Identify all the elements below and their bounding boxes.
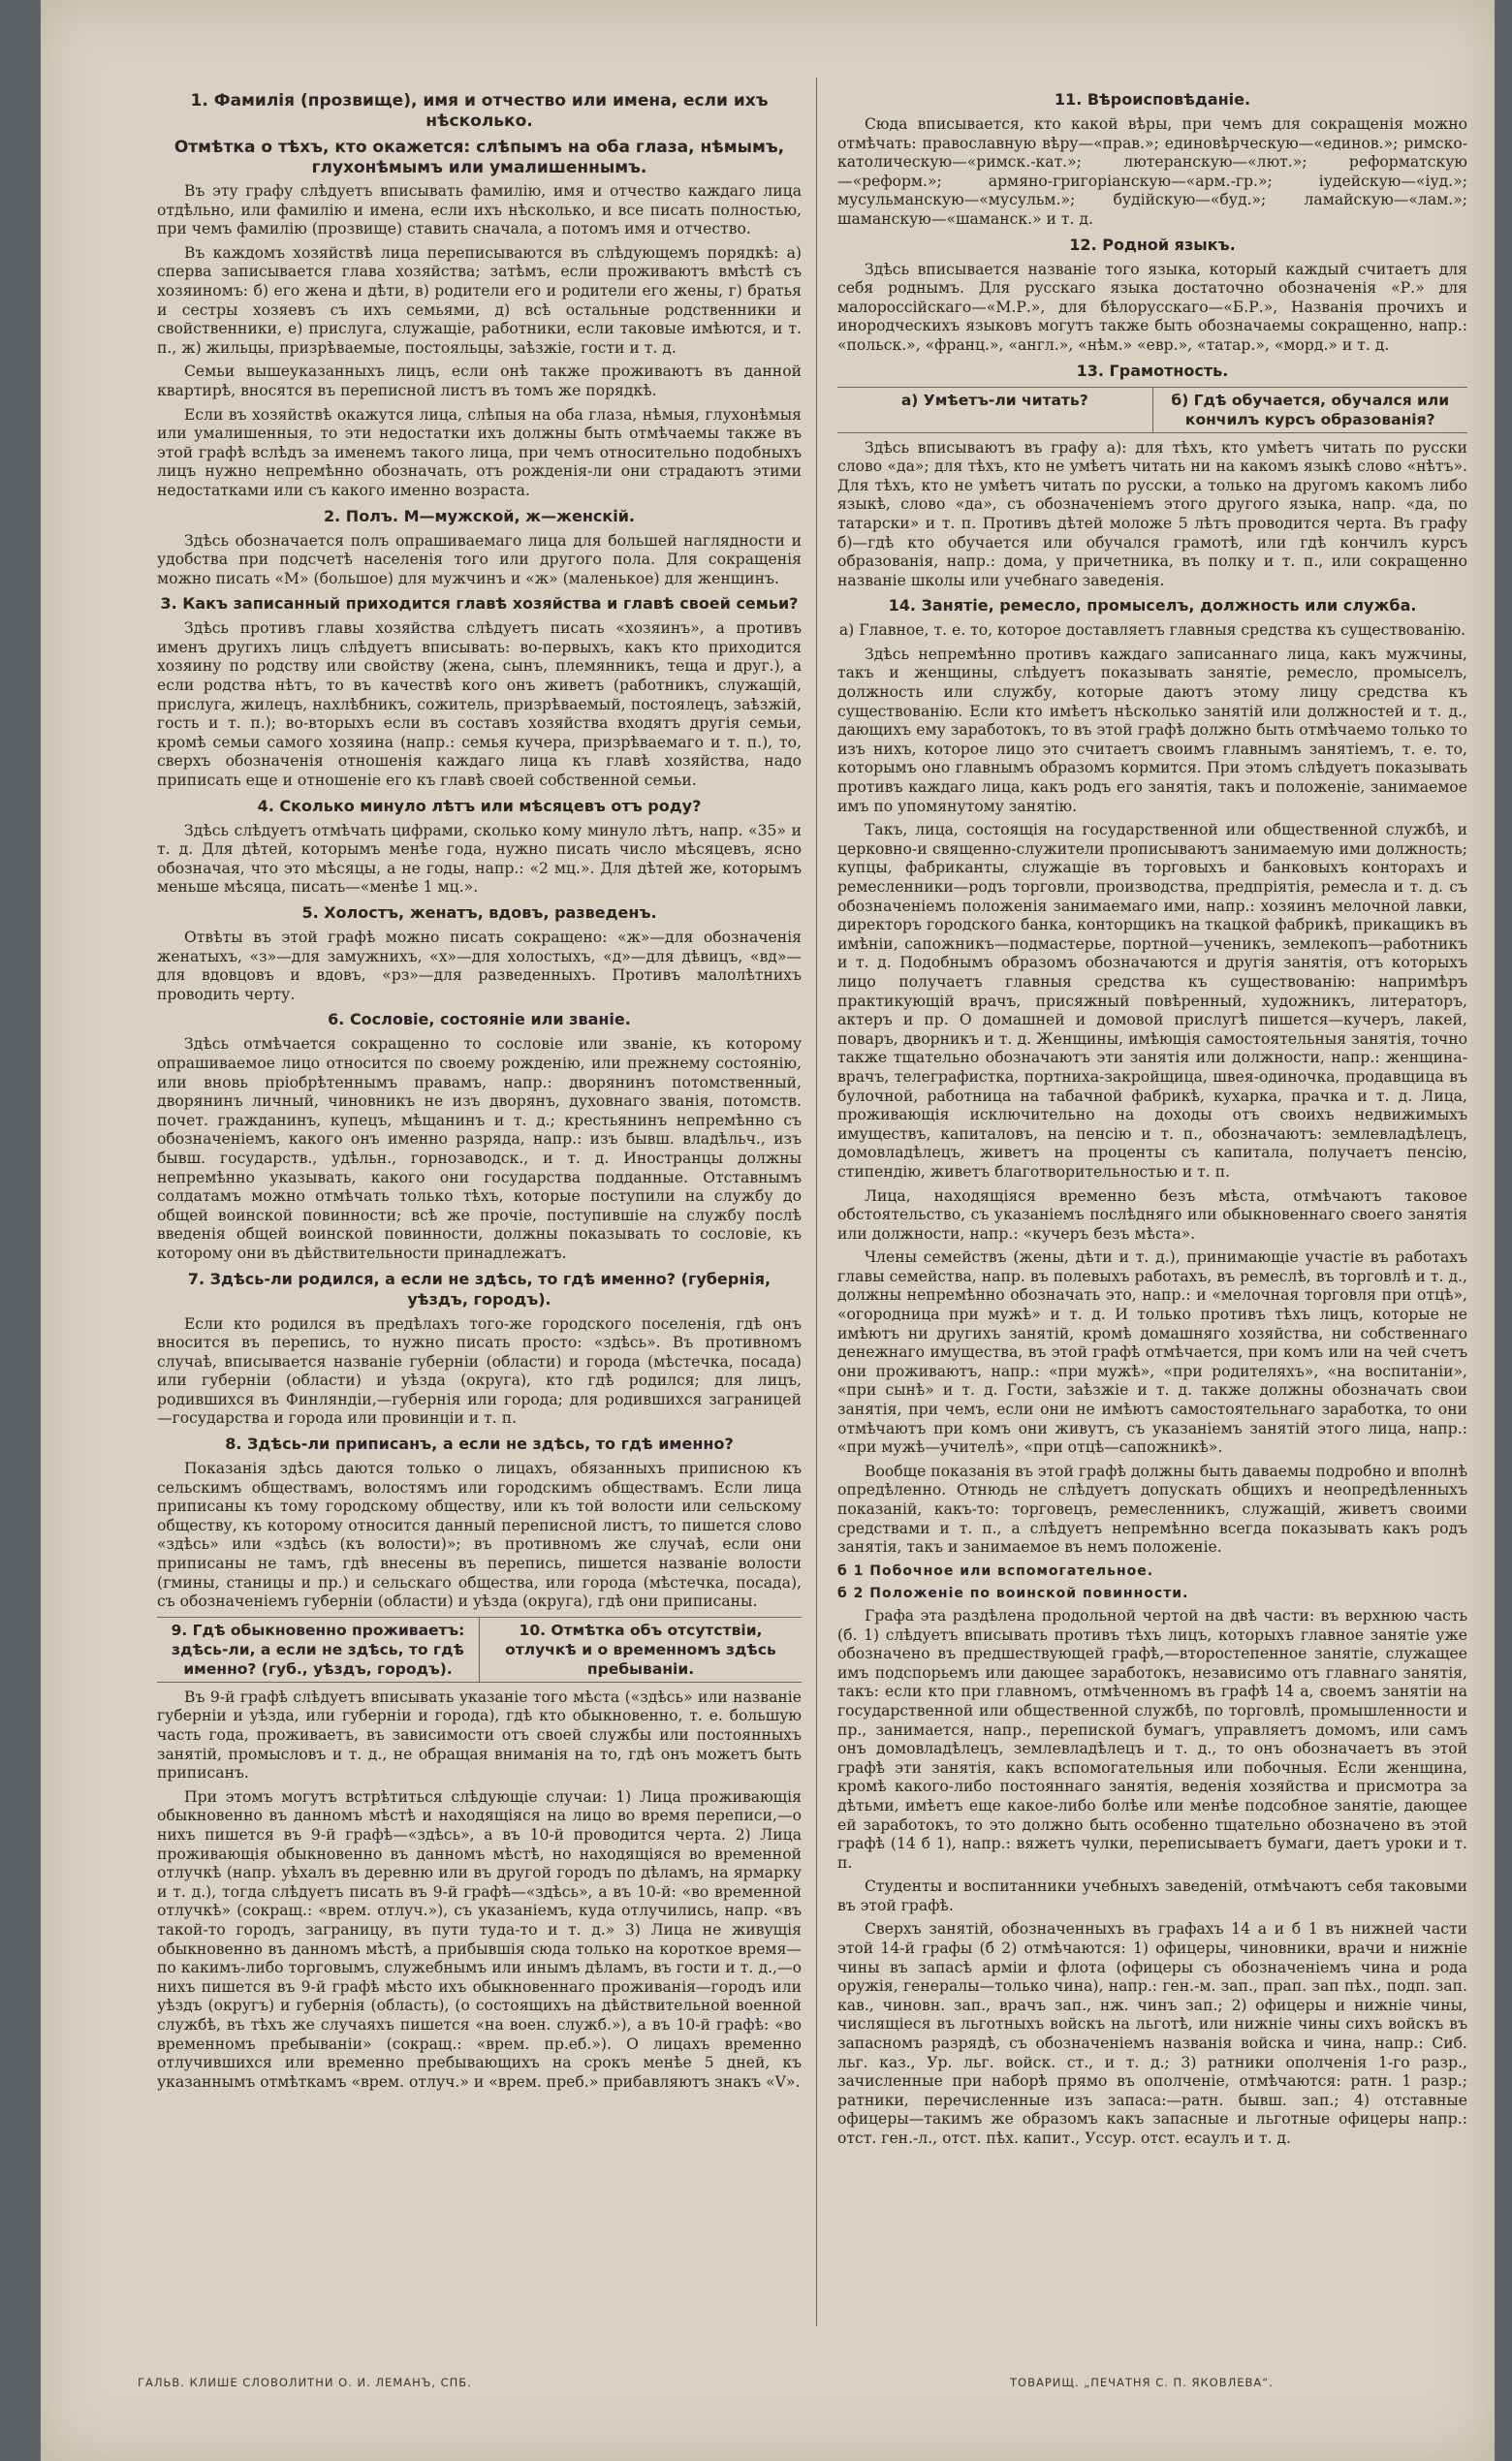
paragraph: Здѣсь обозначается полъ опрашиваемаго лица для большей наглядности и удобства при подсчетѣ населенія того или другого пола. Для сокращенія можно писать «М» (большое) для мужчинъ и «ж» (маленькое) для женщинъ. (157, 531, 802, 587)
section-13-subheadings (837, 387, 1467, 433)
section-14b2-heading: б 2 Положеніе по воинской повинности. (837, 1586, 1189, 1602)
paragraph: Если въ хозяйствѣ окажутся лица, слѣпыя на оба глаза, нѣмыя, глухонѣмыя или умалишенныя, то эти недостатки ихъ должны быть отмѣчаемы также въ этой графѣ вслѣдъ за именемъ такого лица, при чемъ относительно подобныхъ лицъ нужно непремѣнно обозначать, отъ рожденія-ли они страдаютъ этими недостатками или съ какого именно возраста. (157, 405, 802, 499)
section-2-heading: 2. Полъ. М—мужской, ж—женскій. (324, 506, 635, 525)
paragraph: Здѣсь отмѣчается сокращенно то сословіе или званіе, къ которому опрашиваемое лицо относится по своему рожденію, или прежнему состоянію, или вновь пріобрѣтеннымъ правамъ, напр.: дворянинъ потомственный, дворянинъ личный, чиновникъ не изъ дворянъ, духовнаго званія, потомств. почет. гражданинъ, купецъ, мѣщанинъ и т. д.; крестьянинъ непремѣнно съ обозначеніемъ, какого онъ именно разряда, напр.: изъ бывш. владѣльч., изъ бывш. государств., удѣльн., горнозаводск., и т. д. Иностранцы должны непремѣнно указывать, какого они государства подданные. Отставнымъ солдатамъ можно отмѣчать только тѣхъ, которые поступили на службу до общей воинской повинности; всѣ же прочіе, поступившіе на службу послѣ введенія общей воинской повинности, должны показывать то сословіе, къ которому они въ дѣйствительности принадлежатъ. (157, 1035, 802, 1262)
paragraph: Лица, находящіяся временно безъ мѣста, отмѣчаютъ таковое обстоятельство, съ указаніемъ послѣдняго или обыкновеннаго своего занятія или должности, напр.: «кучеръ безъ мѣста». (837, 1186, 1467, 1243)
section-13b-heading: б) Гдѣ обучается, обучался или кончилъ курсъ образованія? (1152, 388, 1468, 432)
section-13a-heading: а) Умѣетъ-ли читать? (900, 391, 1088, 409)
section-4-heading: 4. Сколько минуло лѣтъ или мѣсяцевъ отъ роду? (257, 796, 702, 815)
paragraph: Такъ, лица, состоящія на государственной или общественной службѣ, и церковно-и священно-служители прописываютъ занимаемую ими должность; купцы, фабриканты, служащіе въ торговыхъ и банковыхъ конторахъ и ремесленники—родъ торговли, производства, предпріятія, ремесла и т. д. съ обозначеніемъ положенія занимаемаго ими, напр.: хозяинъ мелочной лавки, директоръ городского банка, конторщикъ на ткацкой фабрикѣ, прикащикъ въ имѣніи, сапожникъ—подмастерье, портной—ученикъ, землекопъ—работникъ и т. д. Подобнымъ образомъ обозначаются и другія занятія, отъ которыхъ лицо получаетъ главныя средства къ существованію: напримѣръ практикующій врачъ, присяжный повѣренный, художникъ, литераторъ, актеръ и пр. О домашней и домовой прислугѣ пишется—кучеръ, лакей, поваръ, дворникъ и т. д. Женщины, имѣющія самостоятельныя занятія, точно также тщательно обозначаютъ эти занятія или должности, напр.: женщина-врачъ, телеграфистка, портниха-закройщица, швея-одиночка, продавщица въ булочной, работница на табачной фабрикѣ, кухарка, прачка и т. д. Лица, проживающія исключительно на доходы отъ своихъ недвижимыхъ имуществъ, капиталовъ, на пенсію и т. п., обозначаютъ: землевладѣлецъ, домовладѣлецъ, живетъ на проценты съ капитала, получаетъ пенсію, стипендію, живетъ благотворительностью и т. п. (837, 821, 1467, 1181)
section-7-heading: 7. Здѣсь-ли родился, а если не здѣсь, то гдѣ именно? (губернія, уѣздъ, городъ). (187, 1269, 772, 1309)
paragraph: Въ 9-й графѣ слѣдуетъ вписывать указаніе того мѣста («здѣсь» или названіе губерніи и уѣзда, или губерніи и города), гдѣ кто обыкновенно, т. е. большую часть года, проживаетъ, въ зависимости отъ своей службы или постоянныхъ занятій, промысловъ и т. д., не обращая вниманія на то, гдѣ онъ можетъ быть приписанъ. (157, 1688, 802, 1783)
section-5-heading: 5. Холостъ, женатъ, вдовъ, разведенъ. (301, 903, 657, 922)
section-13-heading: 13. Грамотность. (1076, 361, 1229, 380)
section-14-heading: 14. Занятіе, ремесло, промыселъ, должность или служба. (888, 596, 1417, 615)
section-8-heading: 8. Здѣсь-ли приписанъ, а если не здѣсь, то гдѣ именно? (225, 1435, 734, 1454)
paragraph: Въ каждомъ хозяйствѣ лица переписываются въ слѣдующемъ порядкѣ: а) сперва записывается глава хозяйства; затѣмъ, если проживаютъ вмѣстѣ съ хозяиномъ: б) его жена и дѣти, в) родители его и родители его жены, г) братья и сестры хозяевъ съ ихъ семьями, д) всѣ остальные родственники и свойственники, е) прислуга, служащіе, работники, если таковые имѣются, и т. п., ж) жильцы, призрѣваемые, постояльцы, заѣзжіе, гости и т. д. (157, 243, 802, 357)
section-11-heading: 11. Вѣроисповѣданіе. (1054, 90, 1251, 109)
paragraph: Здѣсь вписывается названіе того языка, который каждый считаетъ для себя роднымъ. Для русскаго языка достаточно обозначенія «Р.» для малороссійскаго—«М.Р.», для бѣлорусскаго—«Б.Р.», Названія прочихъ и инородческихъ языковъ могутъ также быть обозначаемы сокращенно, напр.: «польск.», «франц.», «англ.», «нѣм.» «евр.», «татар.», «морд.» и т. д. (837, 260, 1467, 354)
column-divider (816, 78, 817, 2326)
section-3-heading: 3. Какъ записанный приходится главѣ хозяйства и главѣ своей семьи? (160, 594, 799, 614)
right-column (837, 85, 1467, 2154)
paragraph: Графа эта раздѣлена продольной чертой на двѣ части: въ верхнюю часть (б. 1) слѣдуетъ вписывать противъ тѣхъ лицъ, которыхъ главное занятіе уже обозначено въ предшествующей графѣ,—второстепенное занятіе, служащее имъ подспорьемъ или дающее заработокъ, независимо отъ главнаго занятія, такъ: если кто при главномъ, отмѣченномъ въ графѣ 14 а, своемъ занятіи на государственной или общественной службѣ, по торговлѣ, промышленности и пр., занимается, напр., перепиской бумагъ, управляетъ домомъ, или самъ онъ домовладѣлецъ, землевладѣлецъ и т. д., то онъ обозначаетъ въ этой графѣ эти занятія, какъ вспомогательныя или побочныя. Если женщина, кромѣ какого-либо постояннаго занятія, веденія хозяйства и присмотра за дѣтьми, имѣетъ еще какое-либо болѣе или менѣе подсобное занятіе, дающее ей заработокъ, то это должно быть особенно тщательно обозначено въ этой графѣ (14 б 1), напр.: вяжетъ чулки, переписываетъ бумаги, даетъ уроки и т. п. (837, 1606, 1467, 1872)
section-9-heading: 9. Гдѣ обыкновенно проживаетъ: здѣсь-ли, а если не здѣсь, то гдѣ именно? (губ., уѣздъ, городъ). (171, 1621, 465, 1678)
paragraph: Вообще показанія въ этой графѣ должны быть даваемы подробно и вполнѣ опредѣленно. Отнюдь не слѣдуетъ допускать общихъ и неопредѣленныхъ показаній, какъ-то: торговецъ, ремесленникъ, служащій, живетъ своими средствами и т. п., а слѣдуетъ непремѣнно всегда показывать какъ родъ занятія, такъ и занимаемое въ немъ положеніе. (837, 1462, 1467, 1557)
paragraph: Здѣсь вписываютъ въ графу а): для тѣхъ, кто умѣетъ читать по русски слово «да»; для тѣхъ, кто не умѣетъ читать ни на какомъ языкѣ слово «нѣтъ». Для тѣхъ, кто не умѣетъ читать по русски, а только на другомъ какомъ либо языкѣ, слово «да», съ обозначеніемъ этого другого языка, напр. «да, по татарски» и т. п. Противъ дѣтей моложе 5 лѣтъ проводится черта. Въ графу б)—гдѣ кто обучается или обучался грамотѣ, или гдѣ кончилъ курсъ образованія, напр.: дома, у причетника, въ полку и т. п., или сокращенно названіе школы или учебнаго заведенія. (837, 438, 1467, 589)
section-9-10-heading (157, 1617, 802, 1683)
section-12-heading: 12. Родной языкъ. (1069, 235, 1236, 254)
section-1-subheading: Отмѣтка о тѣхъ, кто окажется: слѣпымъ на оба глаза, нѣмымъ, глухонѣмымъ или умалишеннымъ. (173, 138, 785, 177)
section-10-heading: 10. Отмѣтка объ отсутствіи, отлучкѣ и о временномъ здѣсь пребываніи. (479, 1618, 802, 1682)
paragraph: Если кто родился въ предѣлахъ того-же городского поселенія, гдѣ онъ вносится въ перепись, то нужно писать просто: «здѣсь». Въ противномъ случаѣ, вписывается названіе губерніи (области) и города (мѣстечка, посада) или губерніи (области) и уѣзда (округа), кто гдѣ родился; для лицъ, родившихся въ Финляндіи,—губернія или города; для родившихся заграницей—государства и города или провинціи и т. п. (157, 1314, 802, 1428)
paragraph: Сюда вписывается, кто какой вѣры, при чемъ для сокращенія можно отмѣчать: православную вѣру—«прав.»; единовѣрческую—«единов.»; римско-католическую—«римск.-кат.»; лютеранскую—«лют.»; реформатскую—«реформ.»; армяно-григоріанскую—«арм.-гр.»; іудейскую—«іуд.»; мусульманскую—«мусульм.»; будійскую—«буд.»; ламайскую—«лам.»; шаманскую—«шаманск.» и т. д. (837, 115, 1467, 228)
paragraph: Здѣсь непремѣнно противъ каждаго записаннаго лица, какъ мужчины, такъ и женщины, слѣдуетъ показывать занятіе, ремесло, промыселъ, должность или службу, которые даютъ этому лицу средства къ существованію. Если кто имѣетъ нѣсколько занятій или должностей и т. д., дающихъ ему заработокъ, то въ этой графѣ должно быть отмѣчаемо только то изъ нихъ, которое лицо это считаетъ своимъ главнымъ занятіемъ, т. е. то, которымъ оно главнымъ образомъ кормится. При этомъ слѣдуетъ показывать противъ каждаго лица, какъ родъ его занятія, такъ и положеніе, занимаемое имъ по упомянутому занятію. (837, 645, 1467, 815)
section-1-heading: 1. Фамилія (прозвище), имя и отчество или имена, если ихъ нѣсколько. (190, 91, 769, 131)
printer-imprint-right: ТОВАРИЩ. „ПЕЧАТНЯ С. П. ЯКОВЛЕВА“. (1010, 2376, 1274, 2389)
paragraph: Студенты и воспитанники учебныхъ заведеній, отмѣчаютъ себя таковыми въ этой графѣ. (837, 1877, 1467, 1914)
printer-imprint-left: ГАЛЬВ. КЛИШЕ СЛОВОЛИТНИ О. И. ЛЕМАНЪ, СПБ. (138, 2376, 472, 2389)
paragraph: Отвѣты въ этой графѣ можно писать сокращено: «ж»—для обозначенія женатыхъ, «з»—для замужнихъ, «х»—для холостыхъ, «д»—для дѣвицъ, «вд»—для вдовцовъ и вдовъ, «рз»—для разведенныхъ. Противъ малолѣтнихъ проводить черту. (157, 929, 802, 1003)
left-column (157, 85, 802, 2097)
section-14a-heading: а) Главное, т. е. то, которое доставляетъ главныя средства къ существованію. (838, 621, 1466, 640)
paragraph: Семьи вышеуказанныхъ лицъ, если онѣ также проживаютъ въ данной квартирѣ, вносятся въ переписной листъ въ томъ же порядкѣ. (157, 363, 802, 399)
paragraph: Здѣсь противъ главы хозяйства слѣдуетъ писать «хозяинъ», а противъ именъ другихъ лицъ слѣдуетъ вписывать: во-первыхъ, какъ кто приходится хозяину по родству или свойству (жена, сынъ, племянникъ, теща и друг.), а если родства нѣтъ, то въ качествѣ кого онъ живетъ (работникъ, служащій, прислуга, жилецъ, нахлѣбникъ, сожитель, призрѣваемый, постоялецъ, заѣзжій, гость и т. п.); во-вторыхъ если въ составъ хозяйства входятъ другія семьи, кромѣ семьи самого хозяина (напр.: семья кучера, призрѣваемаго и т. п.), то, сверхъ обозначенія отношенія каждаго лица къ главѣ хозяйства, надо приписать еще и отношеніе его къ главѣ своей собственной семьи. (157, 619, 802, 790)
paragraph: Здѣсь слѣдуетъ отмѣчать цифрами, сколько кому минуло лѣтъ, напр. «35» и т. д. Для дѣтей, которымъ менѣе года, нужно писать число мѣсяцевъ, ясно обозначая, что это мѣсяцы, а не годы, напр.: «2 мц.». Для дѣтей же, которымъ меньше мѣсяца, писать—«менѣе 1 мц.». (157, 821, 802, 897)
paragraph: Показанія здѣсь даются только о лицахъ, обязанныхъ приписною къ сельскимъ обществамъ, волостямъ или городскимъ обществамъ. Если лица приписаны къ тому городскому обществу, или къ той волости или сельскому обществу, къ которому относится данный переписной листъ, то пишется слово «здѣсь» или «здѣсь (къ волости)»; въ противномъ же случаѣ, если они приписаны не тамъ, гдѣ внесены въ перепись, пишется названіе волости (гмины, станицы и пр.) и сельскаго общества, или города (мѣстечка, посада), съ обозначеніемъ губерніи (области) и уѣзда (округа), гдѣ они приписаны. (157, 1460, 802, 1611)
section-14b1-heading: б 1 Побочное или вспомогательное. (837, 1562, 1154, 1579)
section-6-heading: 6. Сословіе, состояніе или званіе. (328, 1010, 631, 1029)
paragraph: Члены семействъ (жены, дѣти и т. д.), принимающіе участіе въ работахъ главы семейства, напр. въ полевыхъ работахъ, въ ремеслѣ, въ торговлѣ и т. д., должны непремѣнно обозначать это, напр.: и «мелочная торговля при отцѣ», «огородница при мужѣ» и т. д. И только противъ тѣхъ лицъ, которые не имѣютъ ни другихъ занятій, кромѣ домашняго хозяйства, ни собственнаго денежнаго имущества, въ этой графѣ отмѣчается, при комъ или на чей счетъ они проживаютъ, напр.: «при мужѣ», «при родителяхъ», «на воспитаніи», «при сынѣ» и т. д. Гости, заѣзжіе и т. д. также должны обозначать свои занятія, при чемъ, если они не имѣютъ самостоятельнаго заработка, то они отмѣчаютъ при комъ они живутъ, съ указаніемъ занятій этого лица, напр.: «при мужѣ—учителѣ», «при отцѣ—сапожникѣ». (837, 1248, 1467, 1457)
paragraph: Сверхъ занятій, обозначенныхъ въ графахъ 14 а и б 1 въ нижней части этой 14-й графы (б 2) отмѣчаются: 1) офицеры, чиновники, врачи и нижніе чины въ запасѣ арміи и флота (офицеры съ обозначеніемъ чина и рода оружія, генералы—только чина), напр.: ген.-м. зап., прап. зап пѣх., подп. зап. кав., чиновн. зап., врачъ зап., нж. чинъ зап.; 2) офицеры и нижніе чины, числящіеся въ льготныхъ войскъ на льготѣ, или нижніе чины сихъ войскъ въ запасномъ разрядѣ, съ обозначеніемъ названія войска и чина, напр.: Сиб. льг. каз., Ур. льг. войск. ст., и т. д.; 3) ратники ополченія 1-го разр., зачисленные при наборѣ прямо въ ополченіе, отмѣчаются: ратн. 1 разр.; ратники, перечисленные изъ запаса:—ратн. бывш. зап.; 4) отставные офицеры—такимъ же образомъ какъ запасные и льготные офицеры напр.: отст. ген.-л., отст. пѣх. капит., Уссур. отст. есаулъ и т. д. (837, 1920, 1467, 2147)
paragraph: Въ эту графу слѣдуетъ вписывать фамилію, имя и отчество каждаго лица отдѣльно, или фамилію и имена, если ихъ нѣсколько, и все писать полностью, при чемъ фамилію (прозвище) ставить сначала, а потомъ имя и отчество. (157, 182, 802, 238)
census-instruction-sheet (41, 0, 1495, 2461)
paragraph: При этомъ могутъ встрѣтиться слѣдующіе случаи: 1) Лица проживающія обыкновенно въ данномъ мѣстѣ и находящіяся на лицо во время переписи,—о нихъ пишется въ 9-й графѣ—«здѣсь», а въ 10-й проводится черта. 2) Лица проживающія обыкновенно въ данномъ мѣстѣ, но находящіяся во временной отлучкѣ (напр. уѣхалъ въ деревню или въ другой городъ по дѣламъ, на ярмарку и т. д.), тогда слѣдуетъ писать въ 9-й графѣ—«здѣсь», а въ 10-й: «во временной отлучкѣ» (сокращ.: «врем. отлуч.»), съ указаніемъ, куда отлучились, напр. «въ такой-то городъ, заграницу, въ пути туда-то и т. д.» 3) Лица не живущія обыкновенно въ данномъ мѣстѣ, а прибывшія сюда только на короткое время—по какимъ-либо торговымъ, служебнымъ или инымъ дѣламъ, въ гости и т. д.,—о нихъ пишется въ 9-й графѣ мѣсто ихъ обыкновеннаго проживанія—городъ или уѣздъ (округъ) и губернія (область), (о состоящихъ на дѣйствительной военной службѣ, въ тѣхъ же случаяхъ пишется «на воен. служб.»), а въ 10-й графѣ: «во временномъ пребываніи» (сокращ.: «врем. пр.еб.»). О лицахъ временно отлучившихся или временно пребывающихъ на срокъ менѣе 5 дней, къ указаннымъ отмѣткамъ «врем. отлуч.» и «врем. преб.» прибавляютъ знакъ «V». (157, 1787, 802, 2091)
